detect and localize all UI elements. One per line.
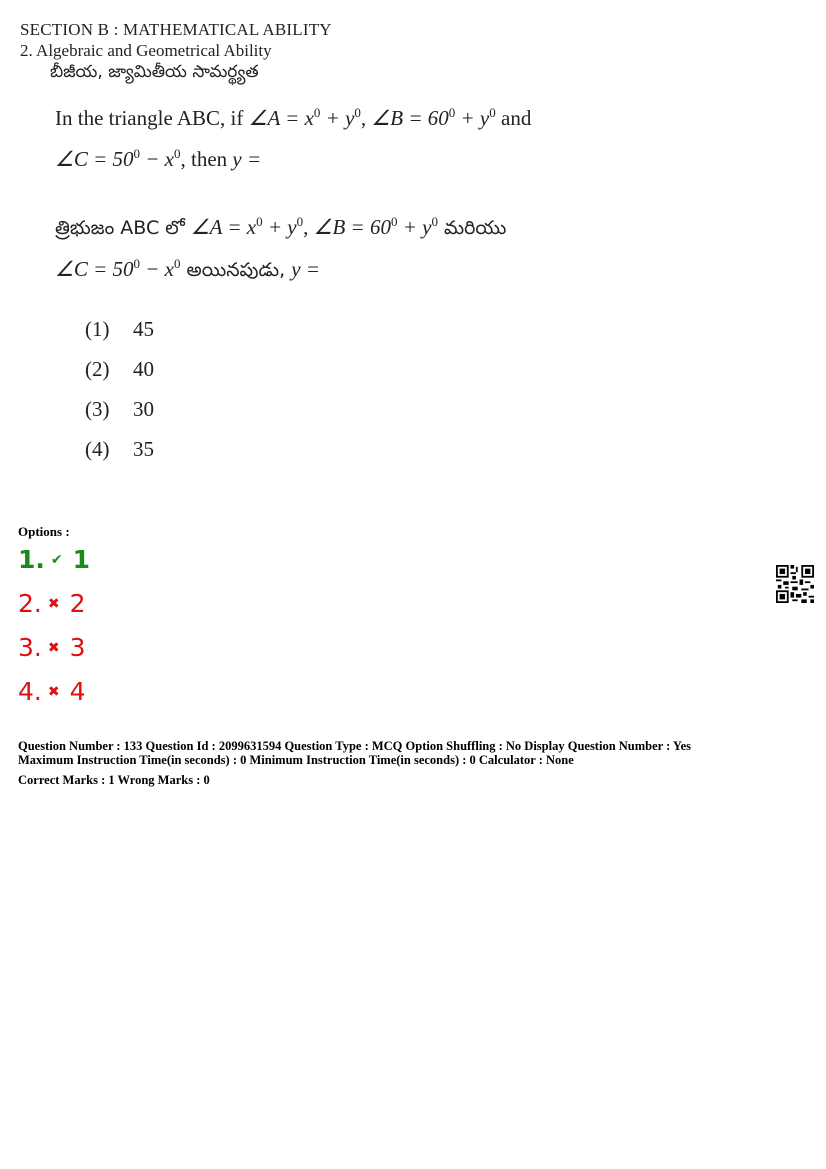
option-2: 2. ✖ 2	[18, 589, 86, 618]
option-1: 1. ✔ 1	[18, 545, 91, 574]
question-english-line2: ∠C = $50^0 - x^0$, then y =	[55, 146, 262, 171]
question-telugu-line2: ∠C = $50^0 - x^0$ అయినపుడు, y =	[55, 256, 320, 281]
subsection-title-telugu: బీజీయ, జ్యామితీయ సామర్థ్యత	[50, 62, 259, 82]
subsection-title: 2. Algebraic and Geometrical Ability	[20, 41, 272, 60]
check-icon: ✔	[50, 551, 63, 568]
choice-item: (4) 35	[85, 437, 154, 461]
option-4: 4. ✖ 4	[18, 677, 86, 706]
section-title: SECTION B : MATHEMATICAL ABILITY	[20, 20, 332, 39]
choice-item: (3) 30	[85, 397, 154, 421]
cross-icon: ✖	[47, 595, 60, 612]
choice-item: (2) 40	[85, 357, 154, 381]
question-meta-line1: Question Number : 133 Question Id : 2099631594 Question Type : MCQ Option Shuffling : No Display Question Number : Yes	[18, 739, 691, 753]
option-3: 3. ✖ 3	[18, 633, 86, 662]
options-label: Options :	[18, 524, 70, 539]
question-telugu-line1: త్రిభుజం ABC లో ∠A = $x^0 + y^0$, ∠B = $60^0 + y^0$ మరియు	[55, 214, 507, 239]
qr-code-icon	[776, 565, 814, 603]
marks-info: Correct Marks : 1 Wrong Marks : 0	[18, 773, 210, 787]
choice-item: (1) 45	[85, 317, 154, 341]
cross-icon: ✖	[47, 683, 60, 700]
cross-icon: ✖	[47, 639, 60, 656]
question-english-line1: In the triangle ABC, if ∠A = $x^0 + y^0$, ∠B = $60^0 + y^0$ and	[55, 105, 532, 130]
question-meta-line2: Maximum Instruction Time(in seconds) : 0 Minimum Instruction Time(in seconds) : 0 Calculator : None	[18, 753, 574, 767]
